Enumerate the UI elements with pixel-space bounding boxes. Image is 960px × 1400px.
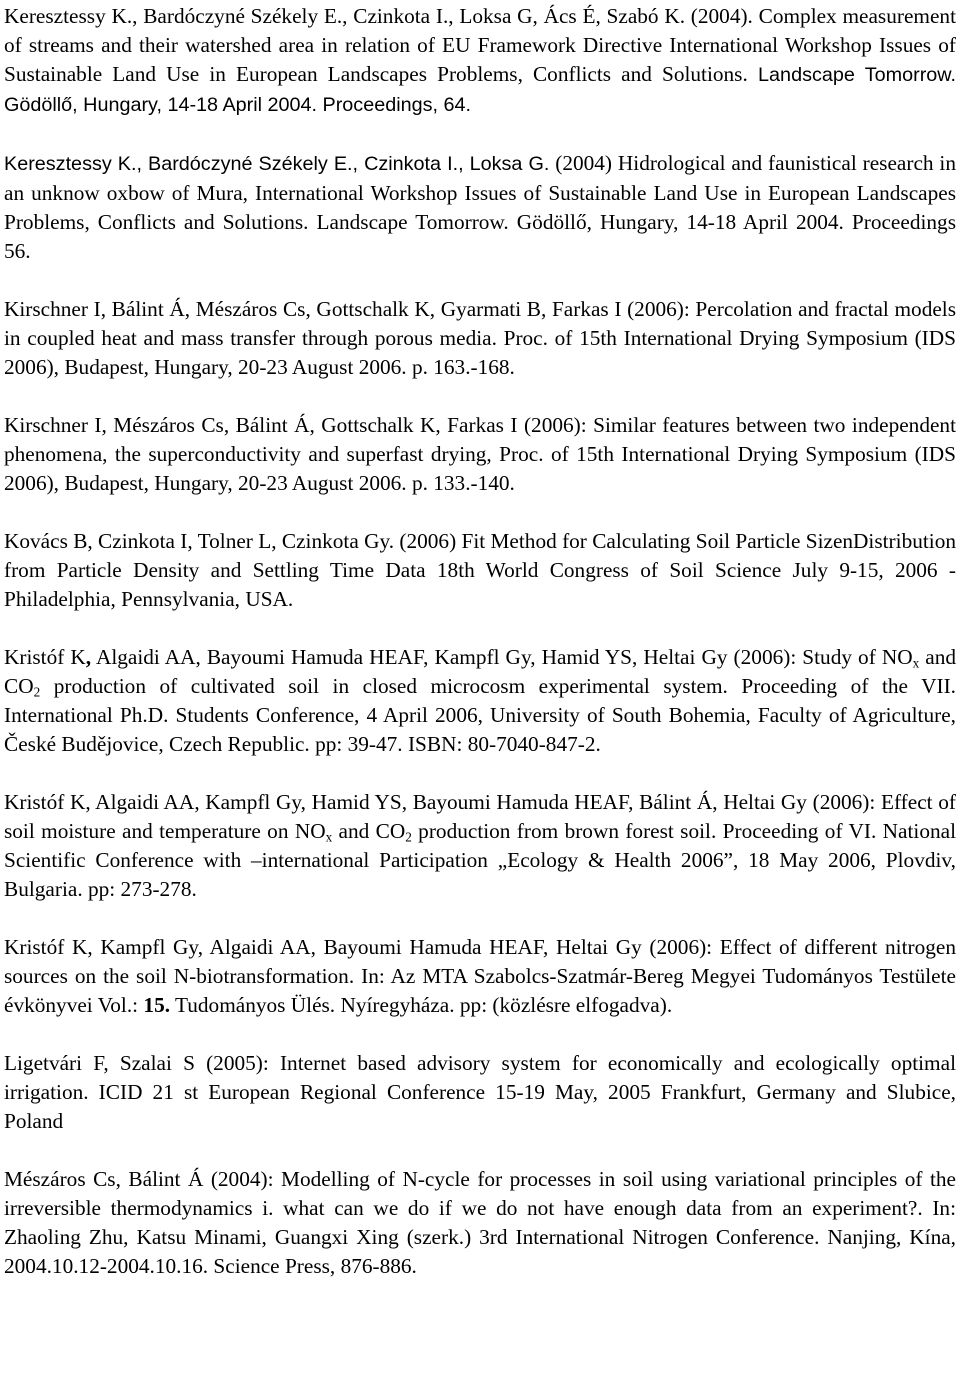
reference-list: [4, 2, 956, 1281]
reference-item: [4, 295, 956, 382]
reference-text: Algaidi AA, Bayoumi Hamuda HEAF, Kampfl Gy, Hamid YS, Heltai Gy (2006): Study of NO: [91, 645, 913, 669]
reference-text: (2004). Complex measurement of streams and their watershed area in relation of EU Framework Directive International Workshop Issues of Sustainable Land Use in European Landscapes Problems, Conflicts and Solutions.: [4, 4, 956, 86]
reference-text: Ligetvári F, Szalai S (2005): Internet based advisory system for economically and ecologically optimal irrigation. ICID 21 st European Regional Conference 15-19 May, 2005 Frankfurt, Germany and Slubice, Poland: [4, 1051, 956, 1133]
subscript: x: [325, 829, 333, 845]
reference-text: (2004) Hidrological and faunistical research in an unknow oxbow of Mura, International Workshop Issues of Sustainable Land Use in European Landscapes Problems, Conflicts and Solutions. Landscape Tomorrow. Gödöllő, Hungary, 14-18 April 2004. Proceedings 56.: [4, 151, 956, 263]
reference-item: [4, 527, 956, 614]
reference-text: Tudományos Ülés. Nyíregyháza. pp: (közlésre elfogadva).: [170, 993, 673, 1017]
reference-authors: Keresztessy K., Bardóczyné Székely E., Czinkota I., Loksa G, Ács É, Szabó K.: [4, 4, 686, 28]
reference-text: Mészáros Cs, Bálint Á (2004): Modelling of N-cycle for processes in soil using variational principles of the irreversible thermodynamics i. what can we do if we do not have enough data from an experiment?. In: Zhaoling Zhu, Katsu Minami, Guangxi Xing (szerk.) 3rd International Nitrogen Conference. Nanjing, Kína, 2004.10.12-2004.10.16. Science Press, 876-886.: [4, 1167, 956, 1278]
reference-author-first: Kristóf K: [4, 645, 86, 669]
reference-text: production of cultivated soil in closed microcosm experimental system. Proceeding of the VII. International Ph.D. Students Conference, 4 April 2006, University of South Bohemia, Faculty of Agriculture, České Budějovice, Czech Republic. pp: 39-47. ISBN: 80-7040-847-2.: [4, 674, 956, 756]
reference-text: Kristóf K, Kampfl Gy, Algaidi AA, Bayoumi Hamuda HEAF, Heltai Gy (2006): Effect of different nitrogen sources on the soil N-biotransformation. In: Az MTA Szabolcs-Szatmár-Bereg Megyei Tudományos Testülete évkönyvei Vol.:: [4, 935, 956, 1017]
subscript: 2: [33, 684, 41, 700]
reference-item: [4, 788, 956, 904]
subscript: 2: [405, 829, 412, 845]
reference-item: [4, 149, 956, 266]
reference-text: Kirschner I, Mészáros Cs, Bálint Á, Gottschalk K, Farkas I (2006): Similar features between two independent phenomena, the superconductivity and superfast drying, Proc. of 15th International Drying Symposium (IDS 2006), Budapest, Hungary, 20-23 August 2006. p. 133.-140.: [4, 413, 956, 495]
reference-volume-bold: 15.: [143, 993, 171, 1017]
reference-item: [4, 933, 956, 1020]
reference-text: Kristóf K, Algaidi AA, Kampfl Gy, Hamid YS, Bayoumi Hamuda HEAF, Bálint Á, Heltai Gy (2006): Effect of soil moisture and temperature on NO: [4, 790, 956, 843]
reference-text: Landscape Tomorrow. Gödöllő, Hungary, 14-18 April 2004. Proceedings, 64.: [4, 64, 956, 116]
reference-text: production from brown forest soil. Proceeding of VI. National Scientific Conference with –international Participation „Ecology & Health 2006”, 18 May 2006, Plovdiv, Bulgaria. pp: 273-278.: [4, 819, 956, 901]
reference-bold-comma: ,: [85, 645, 92, 669]
subscript: x: [912, 655, 920, 671]
reference-text: and CO: [4, 645, 957, 698]
reference-text: Kovács B, Czinkota I, Tolner L, Czinkota Gy. (2006) Fit Method for Calculating Soil Particle SizenDistribution from Particle Density and Settling Time Data 18th World Congress of Soil Science July 9-15, 2006 - Philadelphia, Pennsylvania, USA.: [4, 529, 956, 611]
reference-text: Kirschner I, Bálint Á, Mészáros Cs, Gottschalk K, Gyarmati B, Farkas I (2006): Percolation and fractal models in coupled heat and mass transfer through porous media. Proc. of 15th International Drying Symposium (IDS 2006), Budapest, Hungary, 20-23 August 2006. p. 163.-168.: [4, 297, 956, 379]
reference-item: [4, 2, 956, 120]
reference-item: [4, 1165, 956, 1281]
reference-authors: Keresztessy K., Bardóczyné Székely E., Czinkota I., Loksa G.: [4, 153, 550, 175]
reference-text: and CO: [332, 819, 406, 843]
reference-item: [4, 411, 956, 498]
reference-item: [4, 643, 956, 759]
reference-item: [4, 1049, 956, 1136]
